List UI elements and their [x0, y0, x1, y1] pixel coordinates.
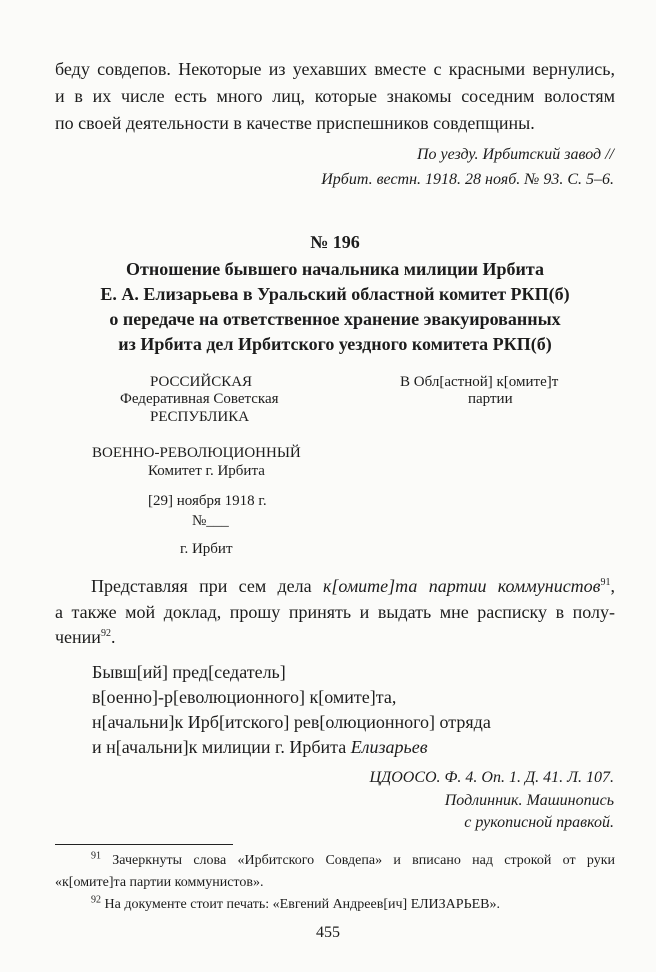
signature-line-3: н[ачальни]к Ирб[итского] рев[олюционного] отряда — [92, 712, 491, 732]
page-number: 455 — [316, 924, 340, 941]
letterhead-line-1: РОССИЙСКАЯ — [150, 374, 253, 390]
letterhead-number: №___ — [192, 513, 229, 529]
letterhead-line-2: Федеративная Советская — [120, 391, 279, 407]
signature-line-2: в[оенно]-р[еволюционного] к[омите]та, — [92, 687, 397, 707]
footnote-92 — [55, 894, 615, 916]
archive-citation: ЦДООСО. Ф. 4. Оп. 1. Д. 41. Л. 107. — [369, 769, 614, 786]
footnote-91-line-1 — [55, 850, 615, 872]
top-paragraph-line-2: и в их числе есть много лиц, которые знакомы соседним волостям — [55, 86, 615, 106]
body-text-period: . — [110, 627, 116, 647]
body-text: чении — [55, 627, 101, 647]
source-citation-line-2: Ирбит. вестн. 1918. 28 нояб. № 93. С. 5–6. — [321, 171, 614, 188]
body-italic-text: к[омите]та партии коммунистов — [322, 576, 601, 596]
signature-line-1: Бывш[ий] пред[седатель] — [92, 662, 286, 682]
body-text-comma: , — [610, 576, 615, 596]
body-line-2: а также мой доклад, прошу принять и выдать мне расписку в полу- — [55, 602, 615, 622]
document-title-line-4: из Ирбита дел Ирбитского уездного комитета РКП(б) — [118, 334, 552, 354]
top-paragraph-line-3: по своей деятельности в качестве приспешников совдепщины. — [55, 113, 535, 133]
document-number: № 196 — [310, 232, 360, 252]
document-title-line-1: Отношение бывшего начальника милиции Ирбита — [126, 259, 544, 279]
footnote-text: Зачеркнуты слова «Ирбитского Совдепа» и вписано над строкой от руки — [101, 853, 615, 868]
letterhead-date: [29] ноября 1918 г. — [148, 493, 267, 509]
archive-note-line-2: с рукописной правкой. — [464, 814, 614, 831]
archive-note-line-1: Подлинник. Машинопись — [444, 792, 614, 809]
document-title-line-3: о передаче на ответственное хранение эвакуированных — [109, 309, 561, 329]
body-text: Представляя при сем дела — [91, 576, 323, 596]
addressee-line-1: В Обл[астной] к[омите]т — [400, 374, 559, 390]
body-line-3 — [55, 625, 615, 649]
footnote-number: 91 — [91, 850, 101, 862]
addressee-line-2: партии — [468, 391, 513, 407]
footnote-number: 92 — [91, 894, 101, 906]
footnote-ref-92: 92 — [100, 628, 111, 639]
letterhead-line-3: РЕСПУБЛИКА — [150, 409, 250, 425]
signature-line-4 — [92, 735, 612, 759]
footnote-divider — [55, 844, 233, 845]
footnote-ref-91: 91 — [600, 577, 611, 588]
footnote-91-line-2: «к[омите]та партии коммунистов». — [55, 875, 264, 890]
letterhead-place: г. Ирбит — [180, 541, 233, 557]
source-citation-line-1: По уезду. Ирбитский завод // — [416, 146, 614, 163]
document-title-line-2: Е. А. Елизарьева в Уральский областной комитет РКП(б) — [100, 284, 570, 304]
footnote-text: На документе стоит печать: «Евгений Андреев[ич] ЕЛИЗАРЬЕВ». — [101, 897, 501, 912]
signature-text: и н[ачальни]к милиции г. Ирбита — [92, 737, 351, 757]
signature-name: Елизарьев — [350, 737, 428, 757]
letterhead-line-4: ВОЕННО-РЕВОЛЮЦИОННЫЙ — [92, 445, 301, 461]
body-line-1 — [55, 574, 615, 598]
top-paragraph-line-1: беду совдепов. Некоторые из уехавших вместе с красными вернулись, — [55, 59, 615, 79]
letterhead-line-5: Комитет г. Ирбита — [148, 463, 265, 479]
